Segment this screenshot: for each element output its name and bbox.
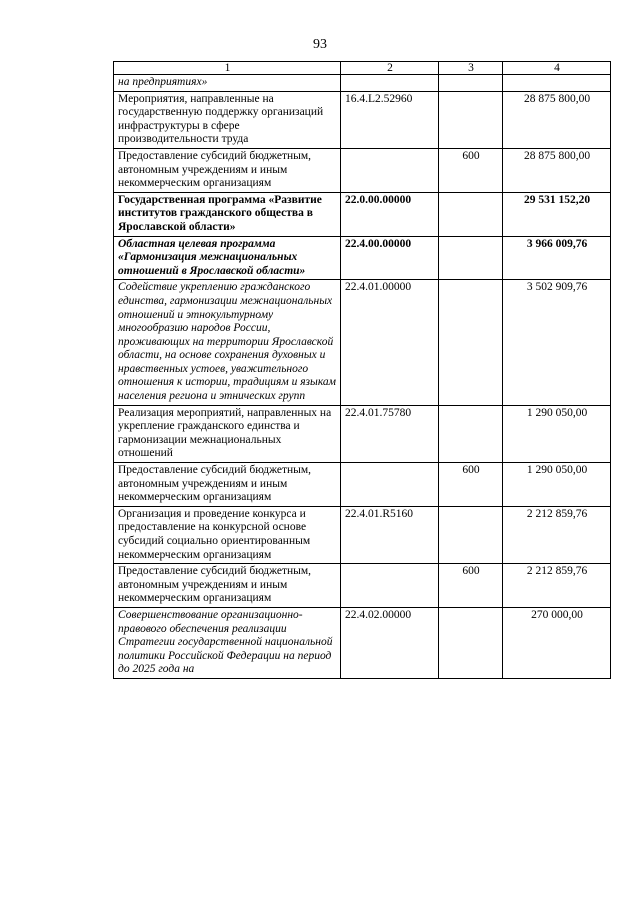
column-header: 2 (341, 62, 439, 75)
table-row (114, 463, 611, 507)
row-code-cell (341, 75, 439, 92)
row-amount-cell: 2 212 859,76 (503, 564, 611, 608)
row-code-cell: 16.4.L2.52960 (341, 91, 439, 148)
column-header: 1 (114, 62, 341, 75)
table-row (114, 607, 611, 678)
row-name-cell: Предоставление субсидий бюджетным, автономным учреждениям и иным некоммерческим организациям (114, 463, 341, 507)
row-code-cell (341, 564, 439, 608)
row-code-cell: 22.4.01.75780 (341, 405, 439, 462)
table-row (114, 280, 611, 405)
table-row (114, 75, 611, 92)
page-number: 93 (313, 37, 327, 52)
row-name-cell: Областная целевая программа «Гармонизация межнациональных отношений в Ярославской области» (114, 236, 341, 280)
row-amount-cell: 28 875 800,00 (503, 91, 611, 148)
row-code-cell (341, 148, 439, 192)
row-amount-cell: 3 966 009,76 (503, 236, 611, 280)
row-code-cell: 22.4.00.00000 (341, 236, 439, 280)
row-name-cell: на предприятиях» (114, 75, 341, 92)
row-code-cell: 22.4.01.00000 (341, 280, 439, 405)
row-name-cell: Государственная программа «Развитие институтов гражданского общества в Ярославской области» (114, 192, 341, 236)
row-code-cell: 22.0.00.00000 (341, 192, 439, 236)
row-amount-cell: 1 290 050,00 (503, 463, 611, 507)
row-name-cell: Содействие укреплению гражданского единства, гармонизации межнациональных отношений и этнокультурному многообразию народов России, проживающих на территории Ярославской области, на основе сохранения духовных и нравственных устоев, уважительного отношения к истории, традициям и языкам населения региона и этнических групп (114, 280, 341, 405)
table-header-row (114, 62, 611, 75)
table-row (114, 236, 611, 280)
row-amount-cell: 29 531 152,20 (503, 192, 611, 236)
row-type-cell (439, 607, 503, 678)
column-header: 4 (503, 62, 611, 75)
row-name-cell: Предоставление субсидий бюджетным, автономным учреждениям и иным некоммерческим организациям (114, 148, 341, 192)
table-row (114, 506, 611, 563)
row-type-cell: 600 (439, 463, 503, 507)
table-body (114, 75, 611, 679)
row-type-cell (439, 75, 503, 92)
row-type-cell (439, 405, 503, 462)
column-header: 3 (439, 62, 503, 75)
row-name-cell: Совершенствование организационно-правового обеспечения реализации Стратегии государственной национальной политики Российской Федерации на период до 2025 года на (114, 607, 341, 678)
row-type-cell (439, 280, 503, 405)
row-amount-cell (503, 75, 611, 92)
row-name-cell: Предоставление субсидий бюджетным, автономным учреждениям и иным некоммерческим организациям (114, 564, 341, 608)
row-code-cell: 22.4.02.00000 (341, 607, 439, 678)
table-row (114, 564, 611, 608)
row-amount-cell: 2 212 859,76 (503, 506, 611, 563)
row-name-cell: Реализация мероприятий, направленных на укрепление гражданского единства и гармонизации межнациональных отношений (114, 405, 341, 462)
row-name-cell: Мероприятия, направленные на государственную поддержку организаций инфраструктуры в сфере производительности труда (114, 91, 341, 148)
table-row (114, 192, 611, 236)
row-code-cell (341, 463, 439, 507)
table-row (114, 91, 611, 148)
row-amount-cell: 28 875 800,00 (503, 148, 611, 192)
row-amount-cell: 3 502 909,76 (503, 280, 611, 405)
row-type-cell: 600 (439, 564, 503, 608)
row-type-cell (439, 192, 503, 236)
row-name-cell: Организация и проведение конкурса и предоставление на конкурсной основе субсидий социально ориентированным некоммерческим организациям (114, 506, 341, 563)
table-row (114, 405, 611, 462)
budget-table (113, 61, 611, 679)
row-type-cell (439, 506, 503, 563)
row-amount-cell: 1 290 050,00 (503, 405, 611, 462)
row-type-cell (439, 236, 503, 280)
row-type-cell: 600 (439, 148, 503, 192)
row-code-cell: 22.4.01.R5160 (341, 506, 439, 563)
row-type-cell (439, 91, 503, 148)
table-row (114, 148, 611, 192)
row-amount-cell: 270 000,00 (503, 607, 611, 678)
